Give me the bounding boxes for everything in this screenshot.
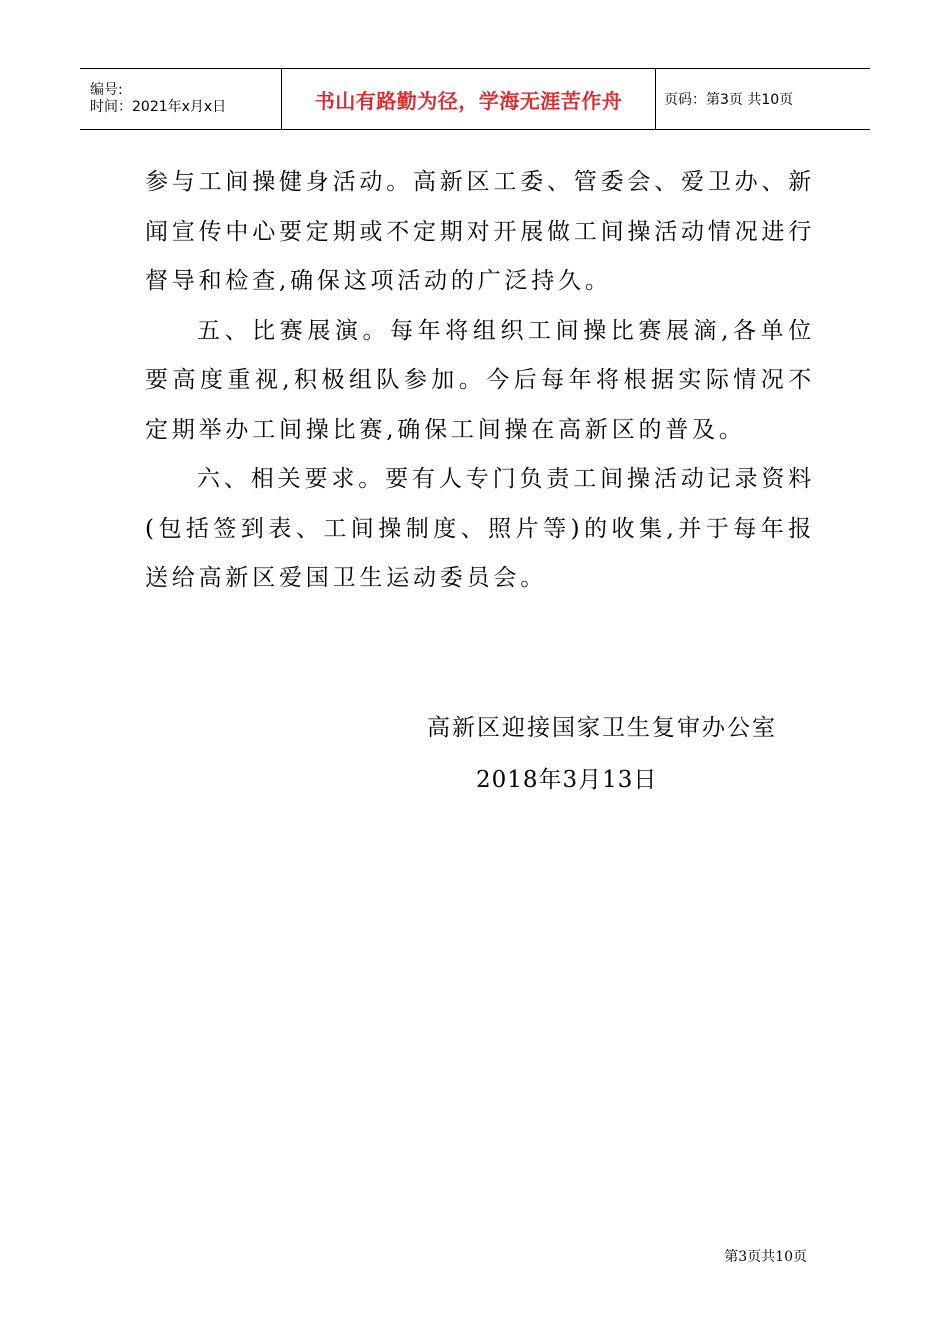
document-body bbox=[145, 158, 815, 604]
signature-date: 2018年3月13日 bbox=[476, 767, 658, 793]
header-motto: 书山有路勤为径，学海无涯苦作舟 bbox=[314, 88, 623, 113]
document-time-label: 时间：2021年x月x日 bbox=[90, 99, 227, 115]
page-footer: 第3页共10页 bbox=[724, 1249, 807, 1265]
signature-organization: 高新区迎接国家卫生复审办公室 bbox=[427, 715, 777, 741]
paragraph-competition: 五、比赛展演。每年将组织工间操比赛展滴,各单位要高度重视,积极组队参加。今后每年将根据实际情况不定期举办工间操比赛,确保工间操在高新区的普及。 bbox=[145, 317, 815, 443]
header-motto-cell bbox=[282, 69, 656, 129]
document-header bbox=[80, 68, 870, 130]
paragraph-requirements: 六、相关要求。要有人专门负责工间操活动记录资料(包括签到表、工间操制度、照片等)的收集,并于每年报送给高新区爱国卫生运动委员会。 bbox=[145, 466, 815, 591]
document-number-label: 编号: bbox=[90, 82, 123, 98]
paragraph-continued: 参与工间操健身活动。高新区工委、管委会、爱卫办、新闻宣传中心要定期或不定期对开展做工间操活动情况进行督导和检查,确保这项活动的广泛持久。 bbox=[145, 169, 815, 294]
header-page-info: 页码：第3页 共10页 bbox=[664, 92, 794, 108]
header-meta bbox=[80, 69, 282, 129]
